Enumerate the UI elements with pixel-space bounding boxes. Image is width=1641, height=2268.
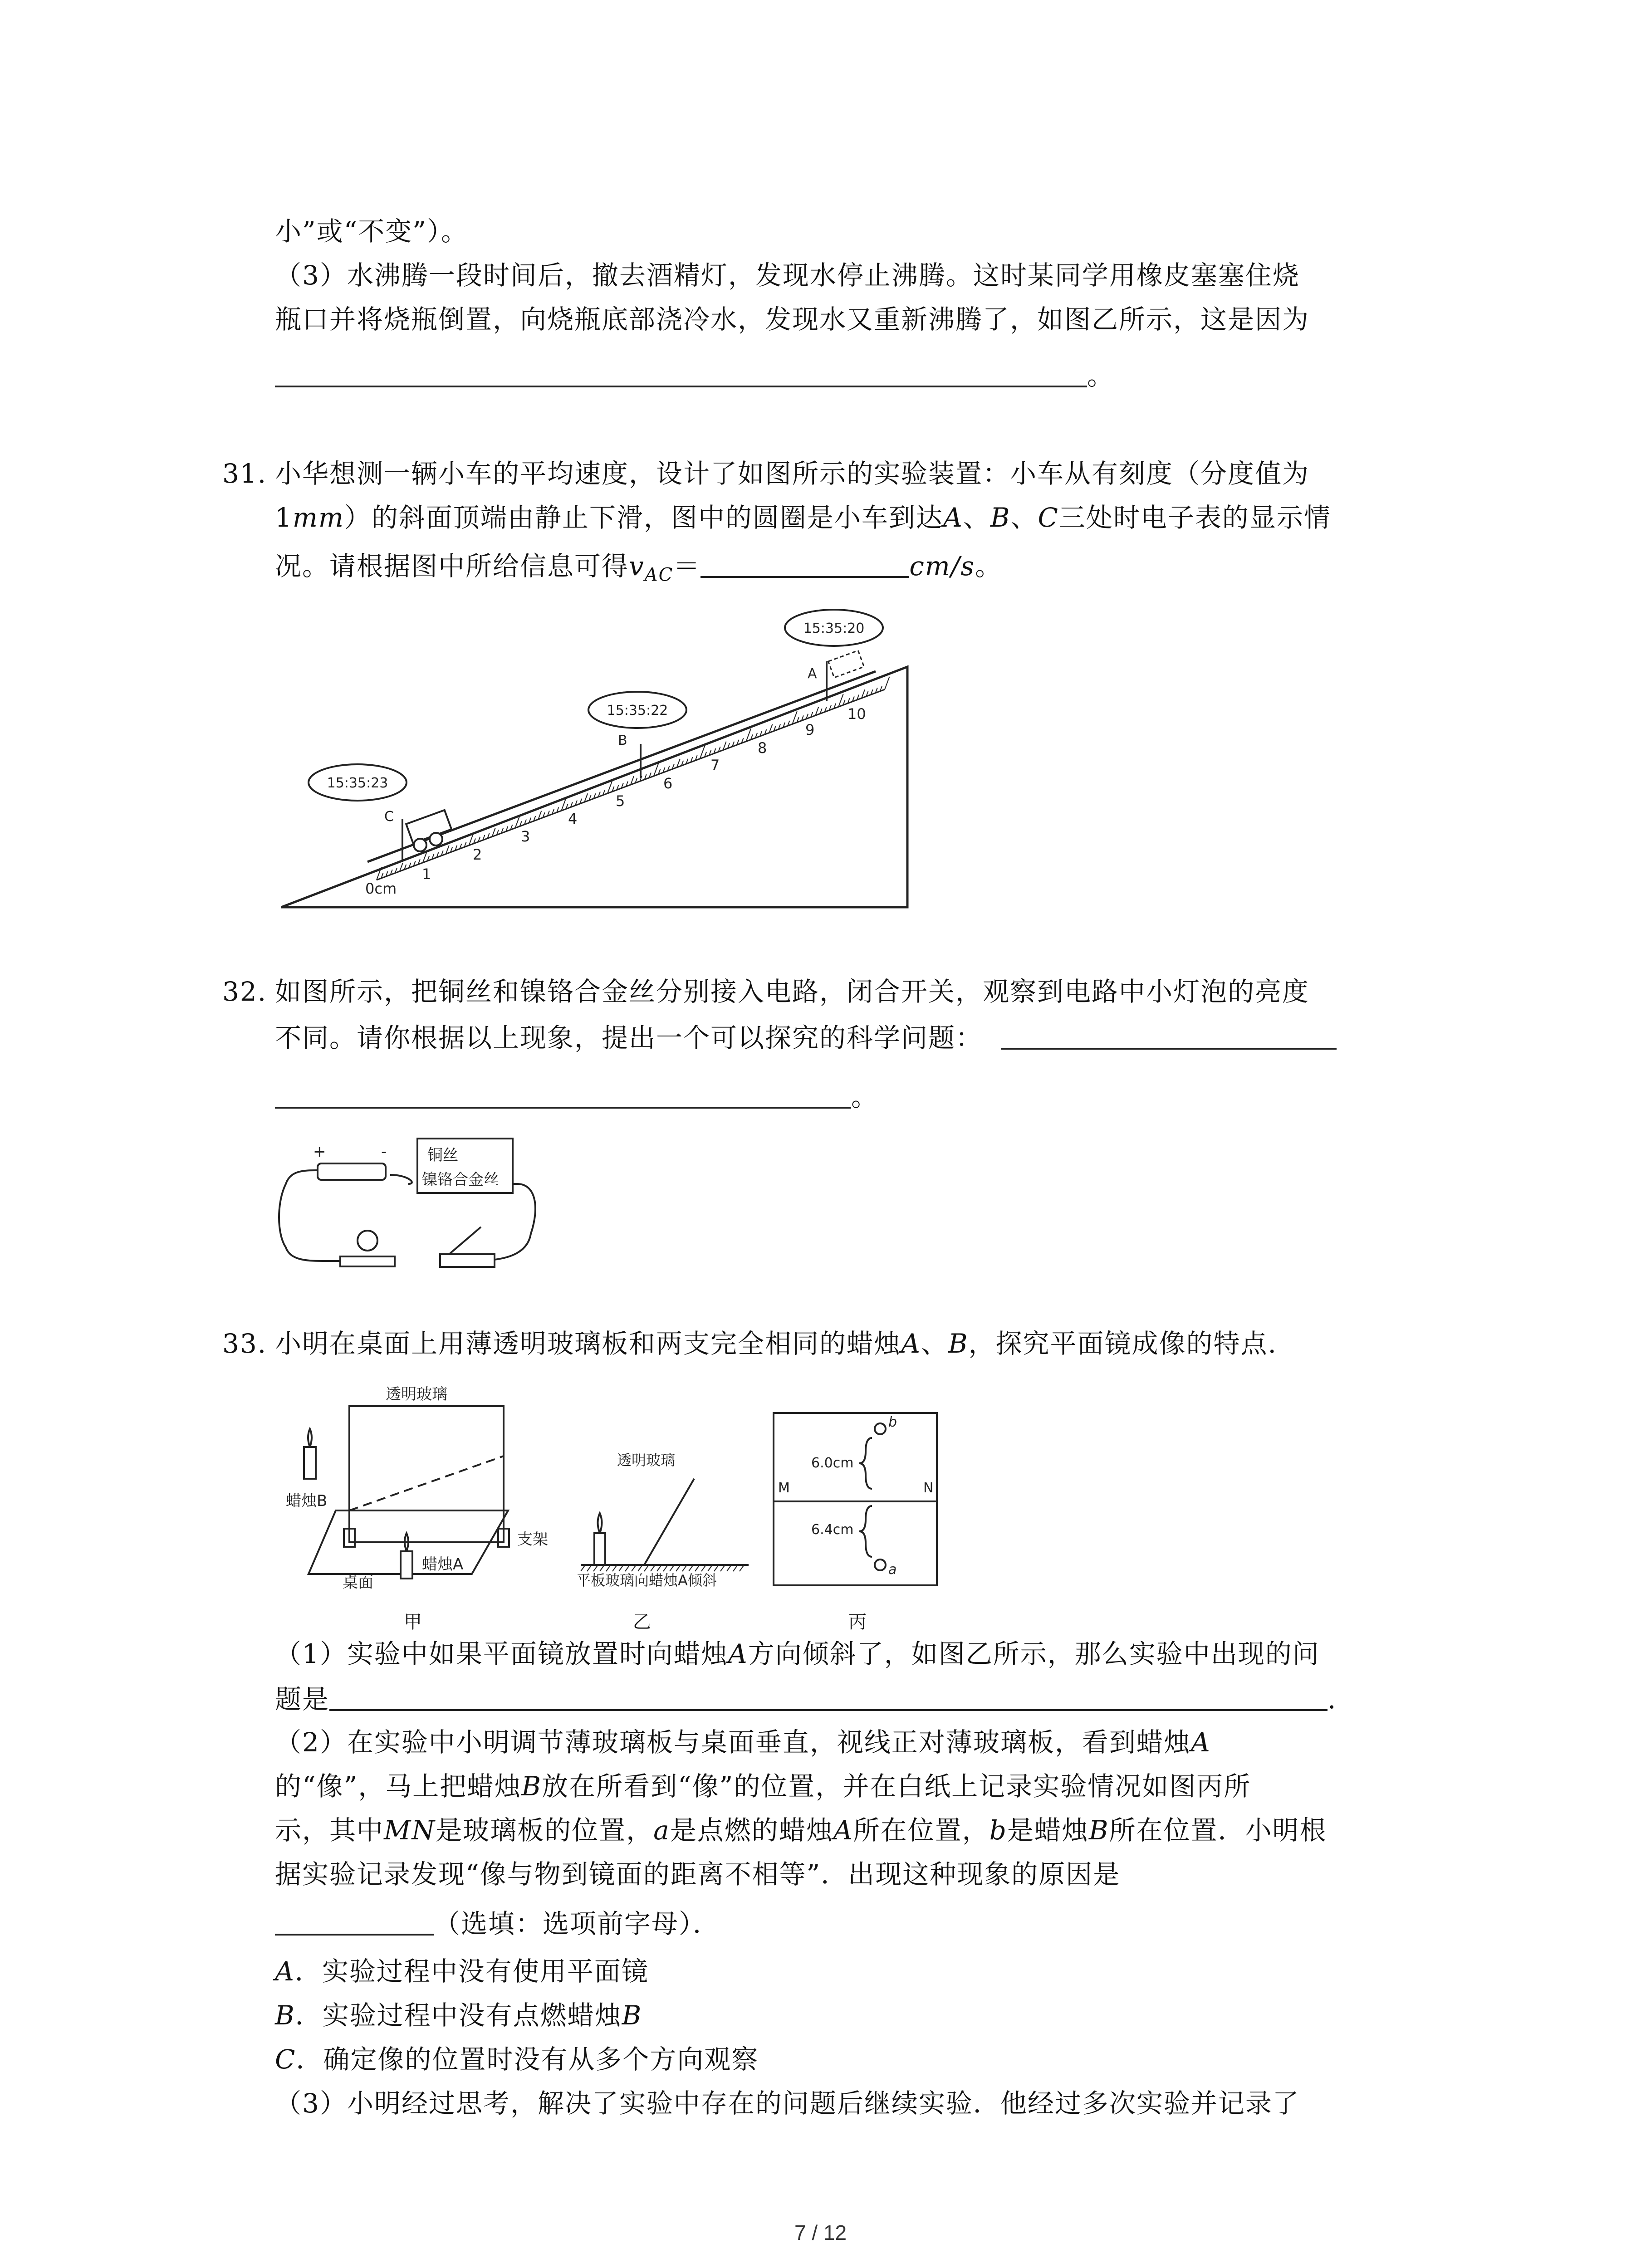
ground-hatch xyxy=(600,1565,604,1571)
clock-a-time: 15:35:20 xyxy=(803,621,865,636)
candle-a-label: 蜡烛A xyxy=(422,1555,464,1574)
cart-at-a xyxy=(828,650,864,678)
q33-p2-line1: （2）在实验中小明调节薄玻璃板与桌面垂直，视线正对薄玻璃板，看到蜡烛A xyxy=(275,1727,1211,1758)
label-a: a xyxy=(888,1562,897,1578)
q30-line3: 瓶口并将烧瓶倒置，向烧瓶底部浇冷水，发现水又重新沸腾了，如图乙所示，这是因为 xyxy=(275,304,1310,335)
option-a: A．实验过程中没有使用平面镜 xyxy=(275,1956,649,1987)
ground-hatch xyxy=(638,1565,642,1571)
nichrome-wire-label: 镍铬合金丝 xyxy=(422,1171,499,1189)
switch-base xyxy=(440,1254,495,1267)
ground-hatch xyxy=(714,1565,719,1571)
ground-hatch xyxy=(663,1565,668,1571)
caption-bing: 丙 xyxy=(848,1612,867,1633)
q33-p2-line3: 示，其中MN是玻璃板的位置，a是点燃的蜡烛A所在位置，b是蜡烛B所在位置．小明根 xyxy=(275,1815,1327,1846)
distance-a: 6.4cm xyxy=(811,1522,854,1538)
ground-hatch xyxy=(733,1565,738,1571)
q32-line2: 不同。请你根据以上现象，提出一个可以探究的科学问题： xyxy=(275,1021,1337,1054)
ruler-tick-label: 9 xyxy=(805,721,815,738)
ground-hatch xyxy=(593,1565,598,1571)
ruler-tick-label: 2 xyxy=(473,846,482,863)
ruler-tick-label: 10 xyxy=(847,705,866,723)
q33-p2-line5: （选填：选项前字母）． xyxy=(275,1906,720,1940)
ruler-tick-label: 7 xyxy=(710,757,720,774)
answer-blank[interactable] xyxy=(329,1682,1327,1711)
caption-jia: 甲 xyxy=(404,1612,423,1633)
ground-hatch xyxy=(612,1565,617,1571)
q31-line2: 1mm）的斜面顶端由静止下滑，图中的圆圈是小车到达A、B、C三处时电子表的显示情 xyxy=(275,502,1331,533)
point-a-label: A xyxy=(808,666,817,682)
option-c: C．确定像的位置时没有从多个方向观察 xyxy=(275,2044,759,2075)
candle-b xyxy=(304,1447,316,1479)
q31-number: 31. xyxy=(222,458,267,489)
battery xyxy=(318,1163,386,1180)
ground-hatch xyxy=(740,1565,744,1571)
label-n: N xyxy=(923,1480,934,1496)
q33-p1-line1: （1）实验中如果平面镜放置时向蜡烛A方向倾斜了，如图乙所示，那么实验中出现的问 xyxy=(275,1638,1320,1669)
copper-wire-label: 铜丝 xyxy=(427,1146,458,1164)
paper xyxy=(774,1413,937,1585)
caption-yi: 乙 xyxy=(633,1612,652,1633)
ground-hatch xyxy=(651,1565,655,1571)
figure-jia xyxy=(272,1383,572,1592)
switch-lever xyxy=(449,1227,481,1254)
q33-p2-line4: 据实验记录发现“像与物到镜面的距离不相等”．出现这种现象的原因是 xyxy=(275,1859,1121,1890)
lamp-bulb xyxy=(358,1231,377,1251)
clock-b-time: 15:35:22 xyxy=(607,703,668,719)
desk-label: 桌面 xyxy=(343,1574,373,1592)
lamp-base xyxy=(340,1256,395,1266)
ground-hatch xyxy=(581,1565,585,1571)
point-b-label: B xyxy=(618,733,627,748)
q30-line1: 小”或“不变”）。 xyxy=(275,216,468,247)
ruler-tick-label: 3 xyxy=(521,828,530,845)
candle xyxy=(594,1533,605,1565)
answer-blank[interactable] xyxy=(700,549,909,578)
period: 。 xyxy=(1087,360,1115,391)
circuit-figure xyxy=(272,1125,544,1279)
ground-hatch xyxy=(632,1565,636,1571)
ground-hatch xyxy=(625,1565,630,1571)
ground-hatch xyxy=(644,1565,649,1571)
clock-c-time: 15:35:23 xyxy=(327,775,388,791)
ground-hatch xyxy=(689,1565,693,1571)
ground-hatch xyxy=(727,1565,731,1571)
ruler-tick-label: 4 xyxy=(568,810,578,827)
ground-hatch xyxy=(606,1565,611,1571)
ground-hatch xyxy=(619,1565,623,1571)
point-b xyxy=(875,1423,886,1434)
label-m: M xyxy=(778,1480,790,1496)
ground-hatch xyxy=(701,1565,706,1571)
ruler-tick-label: 6 xyxy=(663,775,673,792)
candle-b-label: 蜡烛B xyxy=(286,1492,328,1510)
q31-line3: 况。请根据图中所给信息可得$v_{AC}= cm/s$。 xyxy=(275,549,1002,591)
tilt-note: 平板玻璃向蜡烛A倾斜 xyxy=(576,1572,717,1589)
stand-label: 支架 xyxy=(517,1530,548,1549)
q31-line1: 小华想测一辆小车的平均速度，设计了如图所示的实验装置：小车从有刻度（分度值为 xyxy=(275,458,1310,489)
option-b: B．实验过程中没有点燃蜡烛B xyxy=(275,2000,642,2031)
ground-hatch xyxy=(682,1565,687,1571)
glass-plate xyxy=(349,1406,504,1542)
q33-number: 33. xyxy=(222,1328,267,1359)
answer-blank[interactable] xyxy=(275,1906,434,1936)
q32-answer-line[interactable]: 。 xyxy=(275,1080,878,1113)
q33-p3-line1: （3）小明经过思考，解决了实验中存在的问题后继续实验．他经过多次实验并记录了 xyxy=(275,2088,1300,2119)
ruler-tick xyxy=(885,677,890,689)
ground-hatch xyxy=(676,1565,681,1571)
q32-line1: 如图所示，把铜丝和镍铬合金丝分别接入电路，闭合开关，观察到电路中小灯泡的亮度 xyxy=(275,976,1310,1007)
ground-hatch xyxy=(657,1565,661,1571)
ground-hatch xyxy=(708,1565,712,1571)
q32-number: 32. xyxy=(222,976,267,1007)
label-b: b xyxy=(888,1414,897,1430)
ruler-zero-label: 0cm xyxy=(365,880,397,897)
glass-label: 透明玻璃 xyxy=(386,1385,447,1403)
distance-b: 6.0cm xyxy=(811,1455,854,1471)
page-number: 7 / 12 xyxy=(794,2221,847,2244)
incline-ruler-figure xyxy=(272,608,916,925)
answer-blank[interactable] xyxy=(275,1080,851,1109)
ground-hatch xyxy=(695,1565,700,1571)
answer-blank[interactable] xyxy=(275,358,1087,387)
ruler-tick-label: 1 xyxy=(422,865,431,883)
ground-hatch xyxy=(670,1565,674,1571)
point-a xyxy=(875,1559,886,1570)
plus-sign: + xyxy=(313,1143,326,1161)
q33-p1-line2: 题是 . xyxy=(275,1682,1337,1716)
q30-answer-line[interactable] xyxy=(275,358,1114,392)
ground-hatch xyxy=(587,1565,592,1571)
figure-bing xyxy=(771,1411,944,1592)
answer-blank[interactable] xyxy=(1001,1021,1337,1050)
q33-intro: 小明在桌面上用薄透明玻璃板和两支完全相同的蜡烛A、B，探究平面镜成像的特点. xyxy=(275,1328,1277,1359)
candle-a xyxy=(401,1551,412,1579)
glass-label: 透明玻璃 xyxy=(617,1452,676,1469)
tilted-glass xyxy=(644,1479,694,1565)
q30-line2: （3）水沸腾一段时间后，撤去酒精灯，发现水停止沸腾。这时某同学用橡皮塞塞住烧 xyxy=(275,260,1300,291)
q33-p2-line2: 的“像”，马上把蜡烛B放在所看到“像”的位置，并在白纸上记录实验情况如图丙所 xyxy=(275,1771,1251,1802)
minus-sign: - xyxy=(381,1143,387,1161)
ground-hatch xyxy=(720,1565,725,1571)
ruler-tick-label: 8 xyxy=(758,739,767,757)
ruler-tick-label: 5 xyxy=(616,792,625,810)
point-c-label: C xyxy=(384,809,394,825)
figure-yi xyxy=(576,1429,767,1592)
